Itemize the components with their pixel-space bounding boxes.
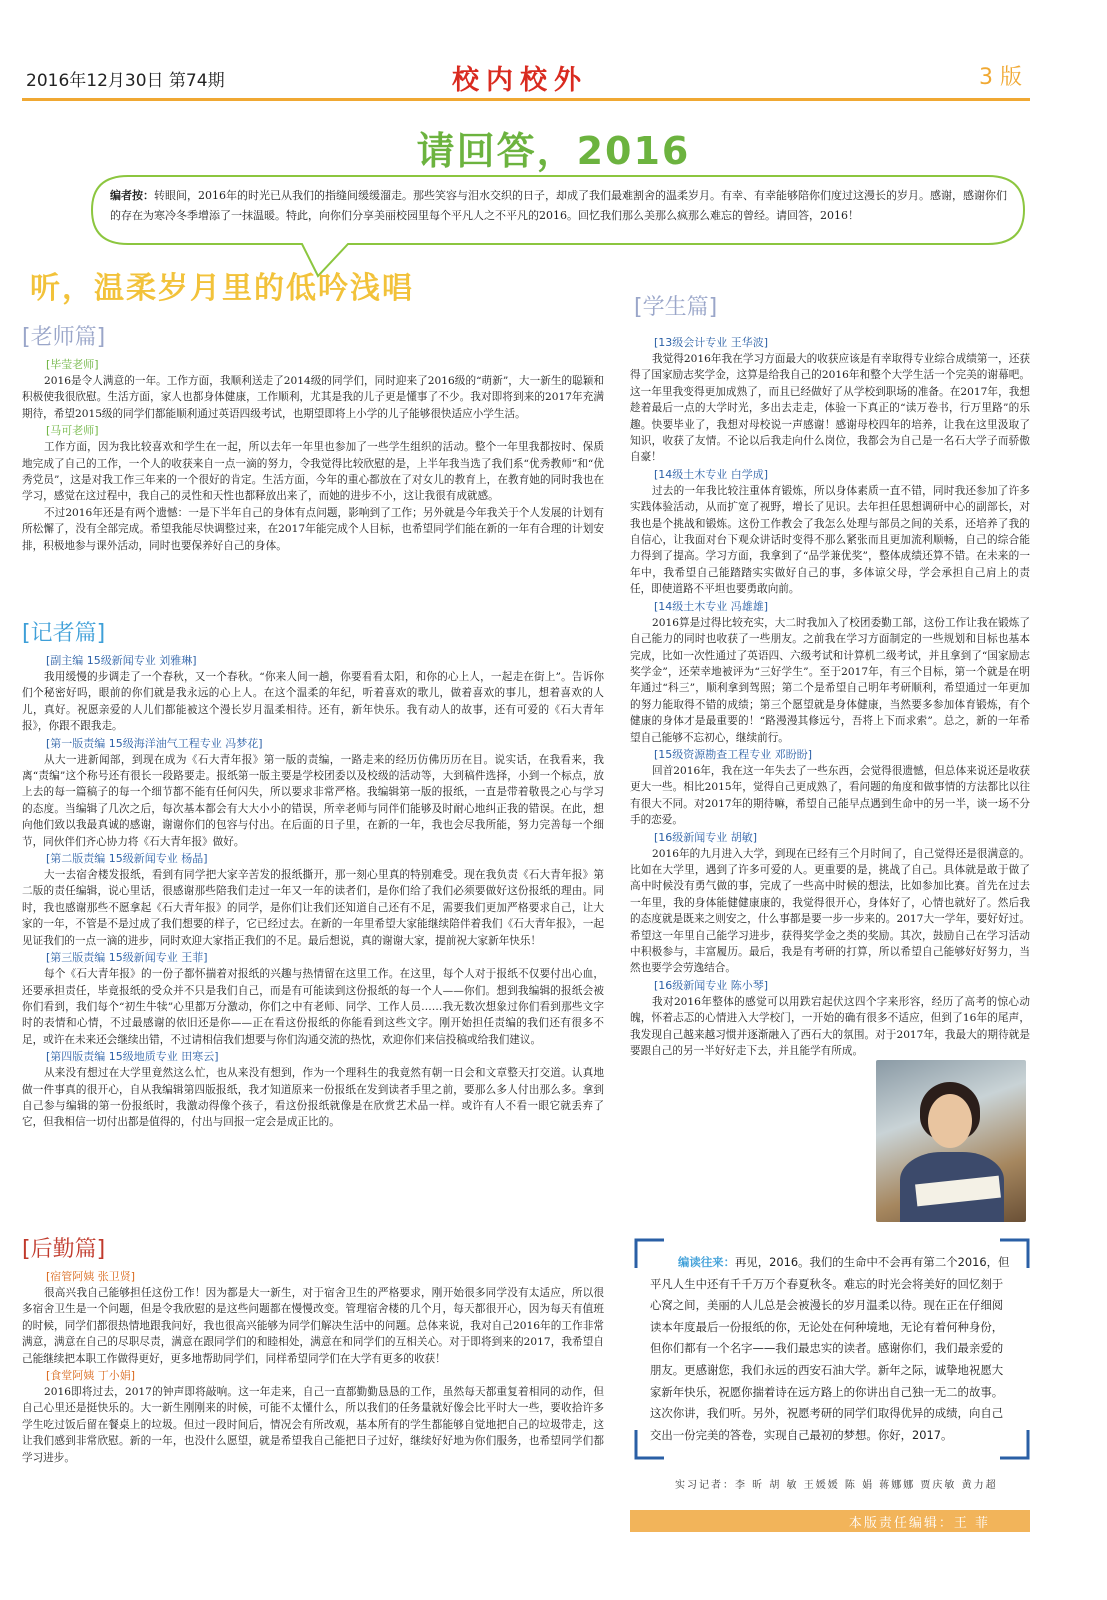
article-byline: [副主编 15级新闻专业 刘雅琳]	[46, 654, 197, 667]
student-photo	[876, 1060, 1026, 1222]
article-paragraph: 大一去宿舍楼发报纸，看到有同学把大家辛苦发的报纸撕开，那一刻心里真的特别难受。现在我负责《石大青年报》第二版的责任编辑，说心里话，很感谢那些陪我们走过一年又一年的读者们，是你们给了我们必须要做好这份报纸的理由。同时，我也感谢那些不愿拿起《石大青年报》的同学，是你们让我们还知道自己还有不足，需要我们更加严格要求自己，让大家的一年，不管是不是过成了我们想要的样子，它已经过去。在新的一年里希望大家能继续陪伴着我们《石大青年报》，一起见证我们的一点一滴的进步，同时欢迎大家指正我们的不足。最后想说，真的谢谢大家，提前祝大家新年快乐！	[22, 869, 604, 947]
issue-date: 2016年12月30日 第74期	[26, 71, 225, 91]
article-paragraph: 2016即将过去，2017的钟声即将敲响。这一年走来，自己一直都勤勤恳恳的工作，虽然每天都重复着相同的动作，但自己心里还是挺快乐的。大一新生刚刚来的时候，可能不太懂什么，所以我们的任务量就好像会比平时大一些，要收拾许多学生吃过饭后留在餐桌上的垃圾。但过一段时间后，情况会有所改观，基本所有的学生都能够自觉地把自己的垃圾带走，这让我们感到非常欣慰。新的一年，也没什么愿望，就是希望我自己能把日子过好，继续好好地为你们服务，也希望同学们都学习进步。	[22, 1386, 604, 1464]
article-byline: [14级土木专业 冯雄雄]	[654, 599, 769, 613]
article-byline: [13级会计专业 王华波]	[654, 336, 769, 349]
article-paragraph: 每个《石大青年报》的一份子都怀揣着对报纸的兴趣与热情留在这里工作。在这里，每个人对于报纸不仅要付出心血，还要承担责任，毕竟报纸的受众并不只是我们自己，而是有可能读到这份报纸的每一个人——你们。想到我编辑的报纸会被你们看到，我们每个“初生牛犊”心里都万分激动，你们之中有老师、同学、工作人员……我无数次想象过你们看到那些文字时的表情和心情，不过最感谢的依旧还是你——正在看这份报纸的你能看到这些文字。刚开始担任责编的我们还有很多不足，或许在未来还会继续出错，不过请相信我们想要与你们沟通交流的热忱，欢迎你们来信投稿或给我们建议。	[22, 968, 604, 1046]
section-student: [学生篇]	[634, 295, 718, 320]
article-byline: [马可老师]	[46, 424, 99, 438]
article-paragraph: 2016是令人满意的一年。工作方面，我顺利送走了2014级的同学们，同时迎来了2016级的“萌新”，大一新生的聪颖和积极使我很欣慰。生活方面，家人也都身体健康，工作顺利，尤其是我的儿子更是懂事了不少。我对即将到来的2017年充满期待，希望2015级的同学们都能顺利通过英语四级考试，也期望即将上小学的儿子能够很快适应小学生活。	[22, 375, 604, 420]
page-footer	[630, 1510, 1030, 1532]
article-paragraph: 2016算是过得比较充实，大二时我加入了校团委勤工部，这份工作让我在锻炼了自己能力的同时也收获了一些朋友。之前我在学习方面制定的一些规划和目标也基本完成，比如一次性通过了英语四、六级考试和计算机二级考试，并且拿到了“国家励志奖学金”，还荣幸地被评为“三好学生”。至于2017年，有三个目标，第一个就是在明年通过“科三”，顺利拿到驾照；第二个是希望自己明年考研顺利，希望通过一年更加的努力能取得不错的成绩；第三个愿望就是身体健康，当然要多参加体育锻炼，有个健康的身体才是最重要的！“路漫漫其修远兮，吾将上下而求索”。总之，新的一年希望自己能够不忘初心，继续前行。	[630, 616, 1030, 744]
article-paragraph: 很高兴我自己能够担任这份工作！因为都是大一新生，对于宿舍卫生的严格要求，刚开始很多同学没有太适应，所以很多宿舍卫生是一个问题，但是令我欣慰的是这些问题都在慢慢改变。管理宿舍楼的几个月，每天都很开心，因为每天有值班的时候，同学们都很热情地跟我问好，我也很高兴能够为同学们解决生活中的问题。总体来说，我对自己2016年的工作非常满意，满意在自己的尽职尽责，满意在跟同学们的和睦相处，满意在和同学们的互相关心。对于即将到来的2017，我希望自己能继续把本职工作做得更好，更多地帮助同学们，同样希望同学们在大学有更多的收获！	[22, 1287, 604, 1365]
article-paragraph: 过去的一年我比较注重体育锻炼，所以身体素质一直不错，同时我还参加了许多实践体验活动，从而扩宽了视野，增长了见识。去年担任思想调研中心的副部长，对我也是个挑战和锻炼。这份工作教会了我怎么处理与部员之间的关系，还培养了我的自信心，让我面对台下观众讲话时变得不那么紧张而且更加流利顺畅，自己的综合能力得到了提高。学习方面，我拿到了“品学兼优奖”，整体成绩还算不错。在未来的一年中，我希望自己能踏踏实实做好自己的事，多体谅父母，学会承担自己肩上的责任，即使道路不平坦也要勇敢向前。	[630, 484, 1030, 596]
section-teacher: [老师篇]	[22, 325, 106, 350]
article-byline: [第二版责编 15级新闻专业 杨晶]	[46, 852, 208, 866]
editor-note-text: 再见，2016。我们的生命中不会再有第二个2016，但平凡人生中还有千千万万个春夏秋冬。难忘的时光会将美好的回忆刻于心窝之间，美丽的人儿总是会被漫长的岁月温柔以待。现在正在仔细阅读本年度最后一份报纸的你，无论处在何种境地，无论有着何种身份，但你们都有一个名字——我们最忠实的读者。感谢你们，我们最亲爱的朋友。更感谢您，我们永远的西安石油大学。新年之际，诚挚地祝愿大家新年快乐，祝愿你揣着诗在远方路上的你讲出自己独一无二的故事。这次你讲，我们听。另外，祝愿考研的同学们取得优异的成绩，向自己交出一份完美的答卷，实现自己最初的梦想。你好，2017。	[650, 1255, 1010, 1442]
article-paragraph: 不过2016年还是有两个遗憾：一是下半年自己的身体有点问题，影响到了工作；另外就是今年我关于个人发展的计划有所松懈了，没有全部完成。希望我能尽快调整过来，在2017年能完成个人目标，也希望同学们能在新的一年有合理的计划安排，积极地参与课外活动，同时也要保养好自己的身体。	[22, 506, 604, 552]
teacher-column	[22, 356, 604, 554]
page-number: 3 版	[979, 65, 1022, 90]
article-paragraph: 从来没有想过在大学里竟然这么忙，也从来没有想到，作为一个理科生的我竟然有朝一日会和文章整天打交道。认真地做一件事真的很开心，自从我编辑第四版报纸，我才知道原来一份报纸在发到读者手里之前，要那么多人付出那么多。拿到自己参与编辑的第一份报纸时，我激动得像个孩子，看这份报纸就像是在欣赏艺术品一样。或许有人不看一眼它就丢弃了它，但我相信一切付出都是值得的，付出与回报一定会是成正比的。	[22, 1067, 604, 1129]
editor-intro-text: 转眼间，2016年的时光已从我们的指缝间缓缓溜走。那些笑容与泪水交织的日子，却成了我们最难割舍的温柔岁月。有幸、有幸能够陪你们度过这漫长的岁月。感谢，感谢你们的存在为寒冷冬季增添了一抹温暖。特此，向你们分享美丽校园里每个平凡人之不平凡的2016。回忆我们那么美那么疯那么难忘的曾经。请回答，2016！	[110, 189, 1007, 222]
article-byline: [16级新闻专业 胡敏]	[654, 830, 758, 844]
article-paragraph: 2016年的九月进入大学，到现在已经有三个月时间了，自己觉得还是很满意的。比如在大学里，遇到了许多可爱的人。更重要的是，挑战了自己。具体就是敢于做了高中时候没有勇气做的事，完成了一些高中时候的想法，比如参加比赛。首先在过去一年里，我的身体能健健康康的，我觉得很开心，身体好了，心情也就好了。然后我的态度就是既来之则安之，什么事都是要一步一步来的。2017大一学年，要好好过。希望这一年里自己能学习进步，获得奖学金之类的奖励。其次，鼓励自己在学习活动中积极参与，丰富履历。最后，我是有考研的打算，所以希望自己能够好好努力，当然也要学会劳逸结合。	[630, 847, 1030, 975]
reporter-column	[22, 652, 604, 1131]
article-paragraph: 工作方面，因为我比较喜欢和学生在一起，所以去年一年里也参加了一些学生组织的活动。整个一年里我都按时、保质地完成了自己的工作，一个人的收获来自一点一滴的努力，令我觉得比较欣慰的是，上半年我当选了我们系“优秀教师”和“优秀党员”，这是对我工作三年来的一个很好的肯定。生活方面，今年的重心都放在了对女儿的教育上，在教育她的同时我也在学习，感觉在这过程中，我自己的灵性和天性也都释放出来了，而她的进步不小，这让我很有成就感。	[22, 441, 604, 503]
article-byline: [14级土木专业 白学成]	[654, 467, 769, 481]
editor-intro-label: 编者按：	[110, 189, 154, 202]
article-byline: [第一版责编 15级海洋油气工程专业 冯梦花]	[46, 736, 263, 750]
editor-intro	[110, 186, 1010, 226]
masthead: 校内校外	[452, 65, 588, 96]
section-logistic: [后勤篇]	[22, 1237, 106, 1262]
article-paragraph: 从大一进新闻部，到现在成为《石大青年报》第一版的责编，一路走来的经历仿佛历历在目。说实话，在我看来，我离“责编”这个称号还有很长一段路要走。报纸第一版主要是学校团委以及校级的活动等，大到稿件选择，小到一个标点，放上去的每一篇稿子的每一个细节都不能有任何闪失，所以要求非常严格。我编辑第一版的报纸，一直是带着敬畏之心与学习的态度。当编辑了几次之后，每次基本都会有大大小小的错误，所幸老师与同伴们能够及时耐心地纠正我的错误。在此，想向他们致以我最真诚的感谢，谢谢你们的包容与付出。在后面的日子里，在新的一年，我也会尽我所能，努力完善每一个细节，同伙伴们齐心协力将《石大青年报》做好。	[22, 753, 604, 848]
section-reporter: [记者篇]	[22, 621, 106, 646]
section-subtitle: 听，温柔岁月里的低吟浅唱	[30, 271, 414, 306]
reporter-credits: 实习记者：李 昕 胡 敏 王媛媛 陈 娟 蒋娜娜 贾庆敏 黄力超	[675, 1480, 998, 1491]
editor-note	[650, 1252, 1014, 1446]
article-paragraph: 我对2016年整体的感觉可以用跌宕起伏这四个字来形容，经历了高考的惊心动魄，怀着忐忑的心情进入大学校门，一开始的确有很多不适应，但到了16年的尾声，我发现自己越来越习惯并逐渐融入了西石大的氛围。对于2017年，我最大的期待就是要跟自己的另一半好好走下去，并且能学有所成。	[630, 995, 1030, 1058]
article-byline: [食堂阿姨 丁小娟]	[46, 1369, 136, 1383]
footer-editor: 本版责任编辑：王 菲	[848, 1516, 990, 1531]
article-byline: [16级新闻专业 陈小琴]	[654, 978, 769, 992]
article-byline: [15级资源勘查工程专业 邓盼盼]	[654, 747, 813, 761]
article-paragraph: 我用缓慢的步调走了一个春秋，又一个春秋。“你来人间一趟，你要看看太阳，和你的心上人，一起走在街上”。告诉你们个秘密好吗，眼前的你们就是我永远的心上人。在这个温柔的年纪，听着喜欢的歌儿，做着喜欢的事儿，想着喜欢的人儿，真好。祝愿亲爱的人儿们都能被这个漫长岁月温柔相待。还有，新年快乐。我有动人的故事，还有可爱的《石大青年报》，你跟不跟我走。	[22, 671, 604, 733]
student-column	[630, 334, 1030, 1059]
article-byline: [第四版责编 15级地质专业 田寒云]	[46, 1050, 219, 1064]
page-title: 请回答，2016	[416, 129, 691, 173]
page-header	[22, 58, 1030, 101]
article-byline: [毕莹老师]	[46, 358, 99, 371]
logistic-column	[22, 1268, 604, 1466]
editor-note-box	[634, 1238, 1030, 1460]
article-byline: [第三版责编 15级新闻专业 王菲]	[46, 951, 208, 965]
editor-note-label: 编读往来：	[678, 1255, 735, 1269]
article-paragraph: 回首2016年，我在这一年失去了一些东西，会觉得很遗憾，但总体来说还是收获更大一些。相比2015年，觉得自己更成熟了，看问题的角度和做事情的方法都比以往有很大不同。对2017年的期待嘛，希望自己能早点遇到生命中的另一半，谈一场不分手的恋爱。	[630, 764, 1030, 827]
article-byline: [宿管阿姨 张卫贤]	[46, 1270, 136, 1283]
editor-intro-bubble	[88, 172, 1028, 246]
article-paragraph: 我觉得2016年我在学习方面最大的收获应该是有幸取得专业综合成绩第一，还获得了国家励志奖学金，这算是给我自己的2016年和整个大学生活一个完美的谢幕吧。这一年里我变得更加成熟了，而且已经做好了从学校到职场的准备。在2017年，我想趁着最后一点的大学时光，多出去走走，体验一下真正的“读万卷书，行万里路”的乐趣。快要毕业了，我想对母校说一声感谢！感谢母校四年的培养，让我在这里汲取了知识，收获了友情。不论以后我走向什么岗位，我都会为自己是一名石大学子而骄傲自豪！	[630, 353, 1030, 464]
